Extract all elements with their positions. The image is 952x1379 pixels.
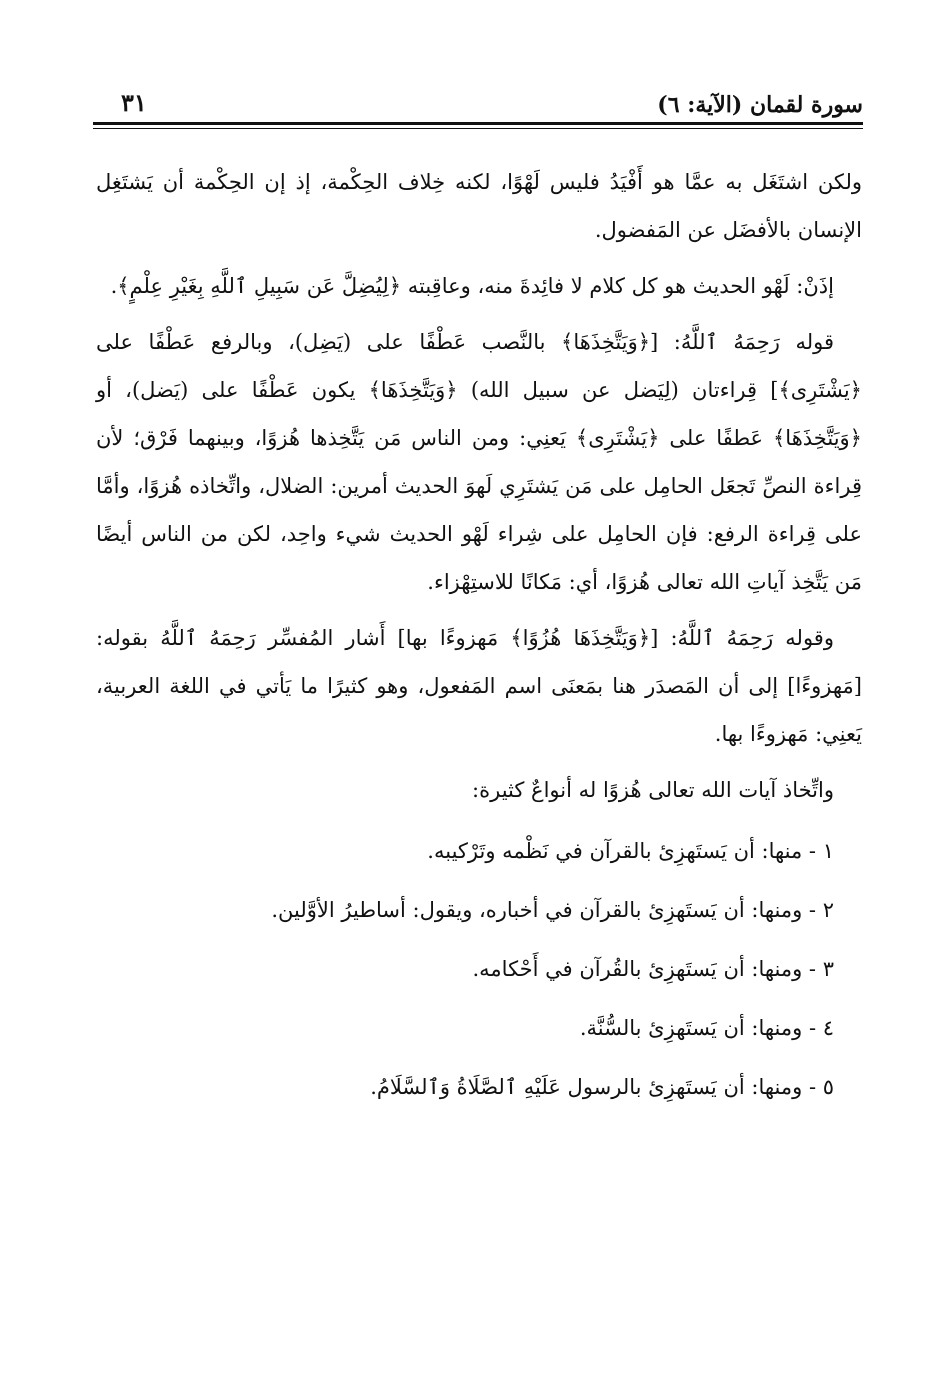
list-item: ٥ - ومنها: أن يَستَهزِئ بالرسول عَلَيْهِ ٱلصَّلَاةُ وَٱلسَّلَامُ. xyxy=(370,1075,834,1099)
running-header xyxy=(93,88,863,122)
paragraph: وقوله رَحِمَهُ ٱللَّهُ: [﴿وَيَتَّخِذَهَا هُزُوًا﴾ مَهزوءًا بها] أَشار المُفسِّر رَحِمَهُ ٱللَّهُ بقوله: [مَهزوءًا] إلى أن المَصدَر هنا بمَعنَى اسم المَفعول، وهو كثيرًا ما يَأتي في اللغة العربية، يَعنِي: مَهزوءًا بها. xyxy=(96,626,862,746)
header-rule-thick xyxy=(93,122,863,125)
header-rule-thin xyxy=(93,128,863,129)
list-intro: واتِّخاذ آيات الله تعالى هُزوًا له أنواعٌ كثيرة: xyxy=(472,778,834,802)
surah-title: سورة لقمان (الآية: ٦) xyxy=(657,92,863,118)
paragraph: قوله رَحِمَهُ ٱللَّهُ: [﴿وَيَتَّخِذَهَا﴾ بالنَّصب عَطْفًا على (يَضِل)، وبالرفع عَطْفًا على ﴿يَشْتَرِى﴾] قِراءتان (لِيَضل عن سبيل الله) ﴿وَيَتَّخِذَهَا﴾ يكون عَطْفًا على (يَضل)، أو ﴿وَيَتَّخِذَهَا﴾ عَطفًا على ﴿يَشْتَرِى﴾ يَعنِي: ومن الناس مَن يَتَّخِذها هُزوًا، وبينهما فَرْق؛ لأن قِراءة النصِّ تَجعَل الحامِل على مَن يَشتَرِي لَهوَ الحديث أمرين: الضلال، واتِّخاذه هُزوًا، وأمَّا على قِراءة الرفع: فإن الحامِل على شِراء لَهْو الحديث شيء واحِد، لكن من الناس أيضًا مَن يَتَّخِذ آياتِ الله تعالى هُزوًا، أي: مَكانًا للاستِهْزاء. xyxy=(96,330,862,594)
list-item: ٤ - ومنها: أن يَستَهزِئ بالسُّنَّة. xyxy=(579,1016,834,1040)
list-item: ١ - منها: أن يَستَهزِئ بالقرآن في نَظْمه وتَرْكيبه. xyxy=(427,839,834,863)
paragraph: إذَنْ: لَهْو الحديث هو كل كلام لا فائِدةَ منه، وعاقِبته ﴿لِيُضِلَّ عَن سَبِيلِ ٱللَّهِ بِغَيْرِ عِلْمٍ﴾. xyxy=(110,274,834,298)
paragraph: ولكن اشتَغَل به عمَّا هو أَفْيَدُ فليس لَهْوًا، لكنه خِلاف الحِكْمة، إذ إن الحِكْمة أن يَشتَغِل الإنسان بالأفضَل عن المَفضول. xyxy=(96,170,862,242)
list-item: ٢ - ومنها: أن يَستَهزِئ بالقرآن في أخباره، ويقول: أساطيرُ الأوَّلين. xyxy=(271,898,834,922)
mockery-types-list xyxy=(96,822,862,1117)
page-number: ٣١ xyxy=(121,88,147,117)
body-text xyxy=(96,158,862,1117)
list-item: ٣ - ومنها: أن يَستَهزِئ بالقُرآن في أَحْكامه. xyxy=(472,957,834,981)
